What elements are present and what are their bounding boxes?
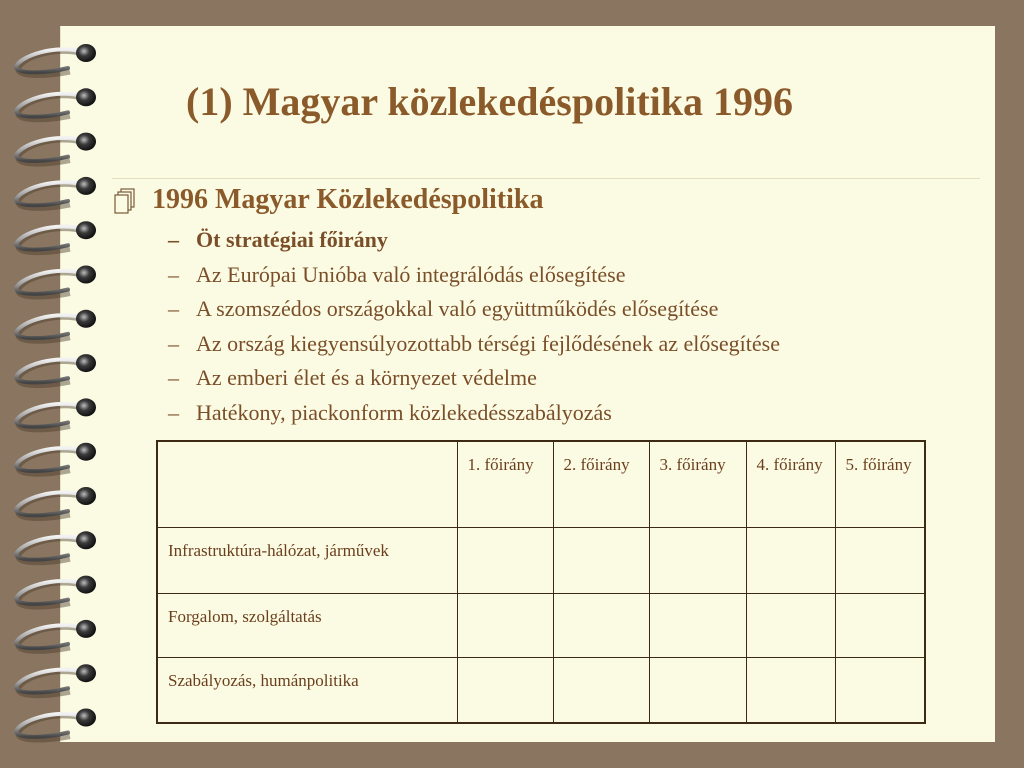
notebook-ring-icon — [16, 221, 96, 252]
table-row-label: Infrastruktúra-hálózat, járművek — [157, 527, 457, 593]
dash-marker: – — [168, 330, 179, 356]
sub-bullet-text: Az emberi élet és a környezet védelme — [196, 365, 537, 390]
table-cell — [835, 593, 925, 657]
table-header-cell: 3. főirány — [649, 441, 746, 527]
table-row-label: Forgalom, szolgáltatás — [157, 593, 457, 657]
strategy-matrix-table — [156, 440, 926, 724]
table-row — [157, 527, 925, 593]
sub-bullet-text: A szomszédos országokkal való együttműködés elősegítése — [196, 296, 719, 321]
title-divider — [112, 178, 980, 179]
table-cell — [835, 527, 925, 593]
table-header-cell: 4. főirány — [746, 441, 835, 527]
notebook-binding — [0, 0, 110, 768]
table-cell — [649, 657, 746, 723]
sub-bullet-item — [168, 364, 780, 399]
slide-title: (1) Magyar közlekedéspolitika 1996 — [186, 79, 794, 124]
table-cell — [746, 657, 835, 723]
notebook-ring-icon — [16, 177, 96, 209]
notebook-ring-icon — [16, 664, 96, 696]
table-cell — [457, 657, 553, 723]
table-row — [157, 593, 925, 657]
table-row — [157, 657, 925, 723]
sub-bullet-item — [168, 330, 780, 365]
stacked-pages-bullet-icon — [112, 188, 136, 216]
notebook-ring-icon — [16, 443, 96, 475]
table-header-cell — [157, 441, 457, 527]
bullet-heading: 1996 Magyar Közlekedéspolitika — [152, 184, 544, 215]
table-cell — [457, 593, 553, 657]
notebook-ring-icon — [16, 398, 96, 430]
dash-marker: – — [168, 227, 179, 252]
dash-marker: – — [168, 296, 179, 321]
table-header-cell: 5. főirány — [835, 441, 925, 527]
sub-bullet-text: Hatékony, piackonform közlekedésszabályozás — [196, 399, 612, 425]
notebook-ring-icon — [16, 88, 96, 120]
sub-bullet-list — [168, 226, 780, 433]
notebook-ring-icon — [16, 44, 96, 76]
table-cell — [553, 657, 649, 723]
table-cell — [746, 527, 835, 593]
sub-bullet-text: Az Európai Unióba való integrálódás elősegítése — [196, 261, 626, 287]
sub-bullet-item — [168, 226, 780, 261]
dash-marker: – — [168, 399, 179, 425]
sub-bullet-text: Öt stratégiai főirány — [196, 227, 388, 252]
sub-bullet-item — [168, 295, 780, 330]
notebook-ring-icon — [16, 354, 96, 386]
table-cell — [553, 593, 649, 657]
notebook-ring-icon — [16, 576, 96, 608]
notebook-ring-icon — [16, 310, 96, 342]
notebook-ring-icon — [16, 531, 96, 563]
table-cell — [835, 657, 925, 723]
table-cell — [649, 593, 746, 657]
table-cell — [746, 593, 835, 657]
table-cell — [649, 527, 746, 593]
notebook-ring-icon — [16, 709, 96, 741]
dash-marker: – — [168, 261, 179, 287]
table-cell — [553, 527, 649, 593]
notebook-ring-icon — [16, 266, 96, 298]
table-header-row — [157, 441, 925, 527]
table-cell — [457, 527, 553, 593]
table-row-label: Szabályozás, humánpolitika — [157, 657, 457, 723]
sub-bullet-item — [168, 399, 780, 434]
sub-bullet-text: Az ország kiegyensúlyozottabb térségi fejlődésének az elősegítése — [196, 330, 780, 356]
table-header-cell: 2. főirány — [553, 441, 649, 527]
notebook-ring-icon — [16, 620, 96, 652]
table-header-cell: 1. főirány — [457, 441, 553, 527]
notebook-ring-icon — [16, 487, 96, 519]
sub-bullet-item — [168, 261, 780, 296]
notebook-ring-icon — [16, 133, 96, 165]
dash-marker: – — [168, 365, 179, 390]
